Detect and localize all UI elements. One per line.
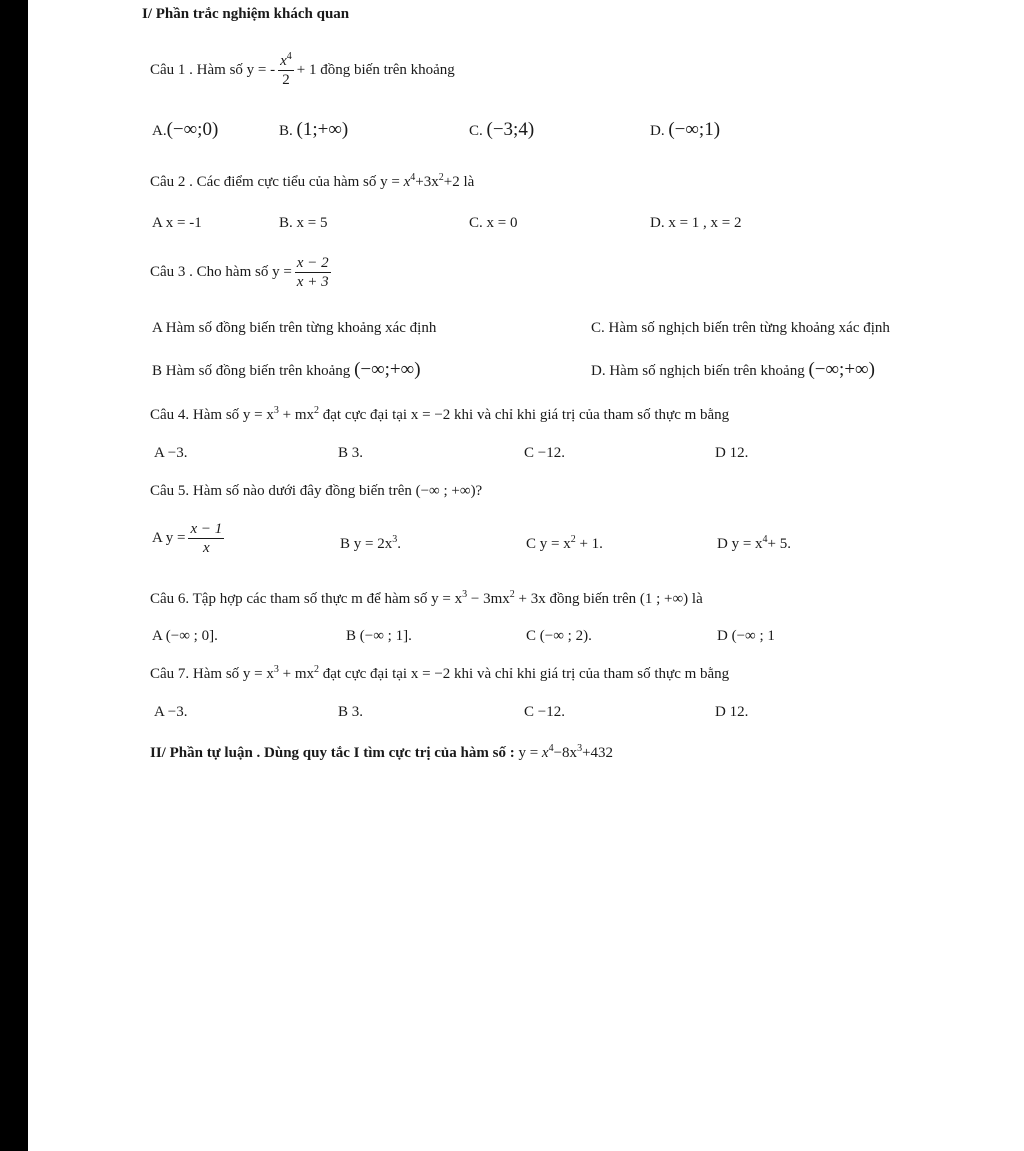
q1-option-a: A.(−∞;0) (152, 119, 219, 140)
q3-option-c: C. Hàm số nghịch biến trên từng khoảng xác định (591, 320, 890, 336)
q5-option-a: A y = $\frac{x - 1}{x}$ (152, 521, 223, 556)
q4-option-c: C −12. (524, 445, 565, 461)
q7-option-d: D 12. (715, 704, 749, 720)
question-4-stem: Câu 4. Hàm số $y = x^3 + mx^2$ đạt cực đại tại x = −2 khi và chỉ khi giá trị của tham số thực m bằng (150, 405, 730, 423)
q3-option-b: B Hàm số đồng biến trên khoảng (−∞;+∞) (152, 359, 421, 380)
q6-option-a: A (−∞ ; 0]. (152, 628, 218, 644)
fraction-x4-over-2: $\frac{x^4}{2}$ (280, 51, 292, 88)
q4-option-d: D 12. (715, 445, 749, 461)
q5-option-c: C $y = x^2 + 1$. (526, 534, 603, 552)
question-1-stem: Câu 1 . Hàm số y = - $\frac{x^4}{2}$ + 1 đồng biến trên khoảng (150, 51, 455, 88)
question-7-stem: Câu 7. Hàm số $y = x^3 + mx^2$ đạt cực đại tại x = −2 khi và chỉ khi giá trị của tham số thực m bằng (150, 664, 730, 682)
question-2-stem: Câu 2 . Các điểm cực tiểu của hàm số $y = x^4+3x^2+2$ là (150, 172, 475, 190)
q4-option-b: B 3. (338, 445, 364, 461)
q3-option-d: D. Hàm số nghịch biến trên khoảng (−∞;+∞) (591, 359, 875, 380)
q6-option-d: D (−∞ ; 1 (717, 628, 775, 644)
q2-option-a: A x = -1 (152, 215, 202, 231)
q4-option-a: A −3. (154, 445, 188, 461)
q6-option-b: B (−∞ ; 1]. (346, 628, 412, 644)
q2-option-d: D. x = 1 , x = 2 (650, 215, 742, 231)
q6-option-c: C (−∞ ; 2). (526, 628, 592, 644)
fraction-x-minus-2-over-x-plus-3: $\frac{x - 2}{x + 3}$ (296, 255, 329, 290)
q5-option-b: B $y = 2x^3$. (340, 534, 401, 552)
q1-option-b: B. (1;+∞) (279, 119, 349, 140)
q1-option-c: C. (−3;4) (469, 119, 535, 140)
q7-option-b: B 3. (338, 704, 364, 720)
q5-option-d: D $y = x^4+ 5$. (717, 534, 792, 552)
q2-option-b: B. x = 5 (279, 215, 328, 231)
question-5-stem: Câu 5. Hàm số nào dưới đây đồng biến trên (−∞ ; +∞)? (150, 483, 483, 499)
question-3-stem: Câu 3 . Cho hàm số y = $\frac{x - 2}{x + 3}$ (150, 255, 329, 290)
q2-option-c: C. x = 0 (469, 215, 518, 231)
question-6-stem: Câu 6. Tập hợp các tham số thực m để hàm số $y = x^3 - 3mx^2 + 3x$ đồng biến trên (1 ; +∞) là (150, 589, 703, 607)
q7-option-a: A −3. (154, 704, 188, 720)
q1-option-d: D. (−∞;1) (650, 119, 721, 140)
section-title-essay: II/ Phần tự luận . Dùng quy tắc I tìm cực trị của hàm số : $y = x^4-8x^3+432$ (150, 743, 614, 761)
section-title-multiple-choice: I/ Phần trắc nghiệm khách quan (142, 6, 350, 22)
fraction-x-minus-1-over-x: $\frac{x - 1}{x}$ (190, 521, 223, 556)
q3-option-a: A Hàm số đồng biến trên từng khoảng xác định (152, 320, 437, 336)
q7-option-c: C −12. (524, 704, 565, 720)
worksheet-page (28, 0, 1024, 1151)
